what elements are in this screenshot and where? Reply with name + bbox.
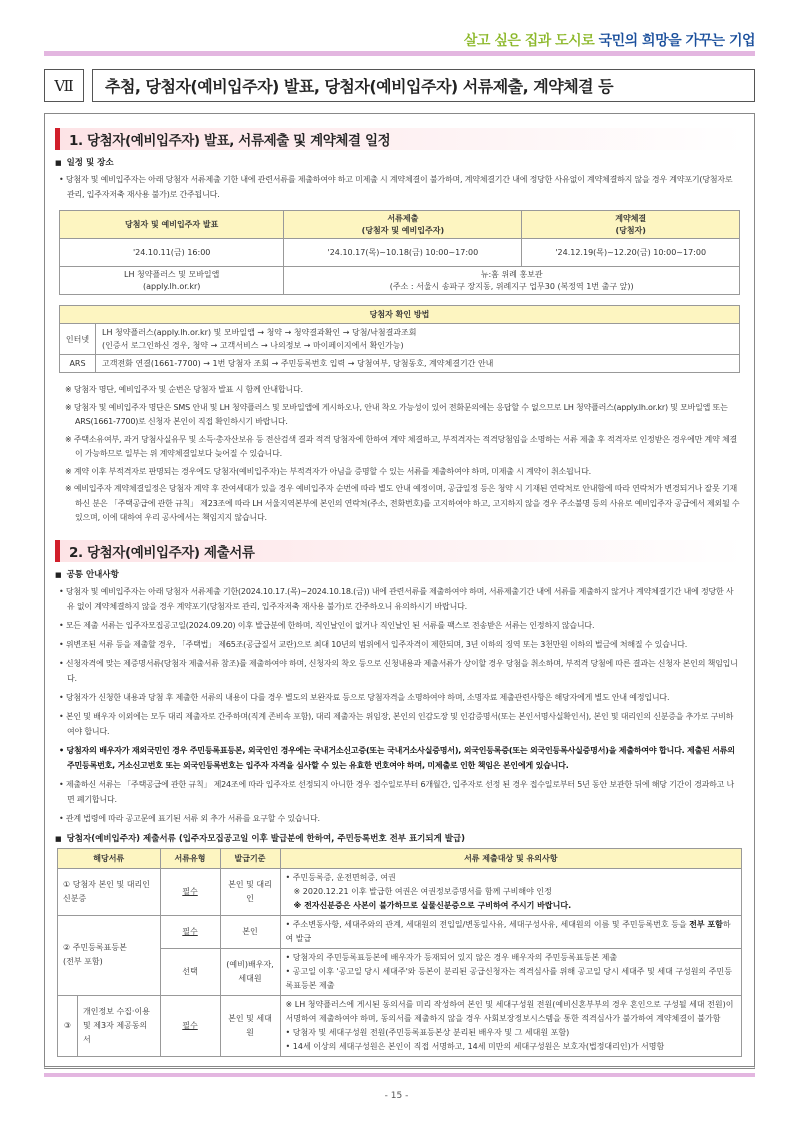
schedule-header-docs: 서류제출 (당첨자 및 예비입주자)	[284, 211, 522, 239]
docs-header-type: 서류유형	[160, 848, 220, 868]
slogan-part1: 살고 싶은 집과 도시로	[463, 33, 595, 49]
doc-privacy-consent: 개인정보 수집·이용 및 제3자 제공동의서	[78, 995, 161, 1056]
doc-resident-register: ② 주민등록표등본 (전부 포함)	[58, 915, 161, 995]
top-divider-bar	[44, 51, 755, 56]
square-bullet-icon: ■	[55, 159, 62, 167]
schedule-place-office: 뉴:홈 위례 홍보관 (주소 : 서울시 송파구 장지동, 위례지구 업무30 (복정역 1번 출구 앞))	[284, 267, 740, 295]
note-item: ※ 당첨자 명단, 예비입주자 및 순번은 당첨자 발표 시 함께 안내합니다.	[65, 385, 303, 394]
note-item: ※ 계약 이후 부적격자로 판명되는 경우에도 당첨자(예비입주자)는 부적격자가 아님을 증명할 수 있는 서류를 제출하여야 하며, 미제출 시 계약이 취소됩니다.	[65, 466, 591, 476]
chapter-header	[44, 69, 755, 102]
docs-header-basis: 발급기준	[220, 848, 280, 868]
note-item: ※ 주택소유여부, 과거 당첨사실유무 및 소득·총자산보유 등 전산검색 결과 적격 당첨자에 한하여 계약 체결하고, 부적격자는 적격당첨임을 소명하는 서류 제출 후 적격자로 인정받은 경우에만 계약 체결이 가능하므로 일부는 위 계약체결일보다 늦어질 수 있습니다.	[65, 434, 737, 458]
doc-type: 선택	[160, 948, 220, 995]
doc-notes: ※ LH 청약플러스에 게시된 동의서를 미리 작성하여 본인 및 세대구성원 전원(예비신혼부부의 경우 혼인으로 구성될 세대 전원)이 서명하여 제출하여야 하며, 동의서를 제출하지 않을 경우 사회보장정보시스템을 통한 적격심사가 불가하여 계약체결이 불가함 • 당첨자 및 세대구성원 전원(주민등록표등본상 분리된 배우자 및 그 세대원 포함) • 14세 이상의 세대구성원은 본인이 직접 서명하고, 14세 미만의 세대구성원은 보호자(법정대리인)가 서명함	[280, 995, 741, 1056]
content-frame	[44, 113, 755, 1069]
chapter-number: Ⅶ	[44, 69, 84, 102]
schedule-table	[59, 210, 740, 295]
square-bullet-icon: ■	[55, 834, 62, 843]
required-docs-table	[57, 848, 742, 1057]
square-bullet-icon: ■	[55, 570, 62, 579]
winner-check-header: 당첨자 확인 방법	[60, 306, 740, 324]
bullet-item: • 위변조된 서류 등을 제출할 경우, 「주택법」 제65조(공급질서 교란)으로 최대 10년의 범위에서 입주자격이 제한되며, 3년 이하의 징역 또는 3천만원 이하의 벌금에 처해질 수 있습니다.	[59, 639, 688, 649]
check-method-ars: 고객전화 연결(1661-7700) → 1번 당첨자 조회 → 주민등록번호 입력 → 당첨여부, 당첨동호, 계약체결기간 안내	[96, 355, 740, 373]
doc-basis: 본인 및 세대원	[220, 995, 280, 1056]
bullet-item: • 본인 및 배우자 이외에는 모두 대리 제출자로 간주하며(직계 존비속 포함), 대리 제출자는 위임장, 본인의 인감도장 및 인감증명서(또는 본인서명사실확인서), 본인 및 대리인의 신분증을 추가로 구비하여야 합니다.	[59, 711, 734, 736]
doc-basis: 본인	[220, 915, 280, 948]
schedule-place-online: LH 청약플러스 및 모바일앱 (apply.lh.or.kr)	[60, 267, 284, 295]
bullet-item: • 당첨자 및 예비입주자는 아래 당첨자 서류제출 기한(2024.10.17.(목)~2024.10.18.(금)) 내에 관련서류를 제출하여야 하며, 서류제출기간 내에 서류를 제출하지 않거나 계약체결기간 내에 정당한 사유 없이 계약체결하지 않을 경우 계약포기(당첨자로 관리, 입주자저축 재사용 불가)로 간주하오니 유의하시기 바랍니다.	[59, 586, 734, 611]
winner-check-table	[59, 305, 740, 373]
doc-type: 필수	[160, 995, 220, 1056]
doc-notes: • 주민등록증, 운전면허증, 여권 ※ 2020.12.21 이후 발급한 여권은 여권정보증명서를 함께 구비해야 인정 ※ 전자신분증은 사본이 불가하므로 실물신분증으로 구비하여 주시기 바랍니다.	[280, 868, 741, 915]
doc-basis: 본인 및 대리인	[220, 868, 280, 915]
chapter-title: 추첨, 당첨자(예비입주자) 발표, 당첨자(예비입주자) 서류제출, 계약체결 등	[92, 69, 755, 102]
doc-notes: • 당첨자의 주민등록표등본에 배우자가 등재되어 있지 않은 경우 배우자의 주민등록표등본 제출 • 공고일 이후 '공고일 당시 세대주'와 등본이 분리된 공급신청자는 적격심사를 위해 공고일 당시 세대주 및 세대 구성원의 주민등록표등본 제출	[280, 948, 741, 995]
bullet-item: • 당첨자가 신청한 내용과 당첨 후 제출한 서류의 내용이 다를 경우 별도의 보완자료 등으로 당첨자격을 소명하여야 하며, 소명자료 제출관련사항은 해당자에게 별도 안내 예정입니다.	[59, 692, 670, 702]
doc-notes: • 주소변동사항, 세대주와의 관계, 세대원의 전입일/변동일사유, 세대구성사유, 세대원의 이름 및 주민등록번호 등을 전부 포함하여 발급	[280, 915, 741, 948]
page-number: - 15 -	[384, 1091, 409, 1101]
section1-subheading: ■ 일정 및 장소	[55, 158, 114, 168]
slogan-part2: 국민의 희망을 가꾸는 기업	[598, 33, 755, 49]
doc-type: 필수	[160, 868, 220, 915]
bullet-item: • 모든 제출 서류는 입주자모집공고일(2024.09.20) 이후 발급분에 한하며, 직인날인이 없거나 직인날인 된 서류를 팩스로 전송받은 서류는 인정하지 않습니다.	[59, 620, 595, 630]
bullet-item: • 신청자격에 맞는 제증명서류(당첨자 제출서류 참조)를 제출하여야 하며, 신청자의 착오 등으로 신청내용과 제출서류가 상이할 경우 당첨을 취소하며, 부적격 당첨에 따른 결과는 신청자 본인의 책임입니다.	[59, 658, 738, 683]
schedule-header-announce: 당첨자 및 예비입주자 발표	[60, 211, 284, 239]
section1-heading: 1. 당첨자(예비입주자) 발표, 서류제출 및 계약체결 일정	[55, 128, 744, 150]
section2-heading: 2. 당첨자(예비입주자) 제출서류	[55, 540, 744, 562]
docs-table-title: ■ 당첨자(예비입주자) 제출서류 (입주자모집공고일 이후 발급분에 한하여, 주민등록번호 전부 표기되게 발급)	[55, 833, 466, 844]
doc-type: 필수	[160, 915, 220, 948]
schedule-date-contract: '24.12.19(목)~12.20(금) 10:00~17:00	[522, 239, 740, 267]
docs-header-notes: 서류 제출대상 및 유의사항	[280, 848, 741, 868]
doc-id-card: ① 당첨자 본인 및 대리인 신분증	[58, 868, 161, 915]
schedule-date-docs: '24.10.17(목)~10.18(금) 10:00~17:00	[284, 239, 522, 267]
section2-subheading: ■ 공통 안내사항	[55, 569, 119, 580]
note-item: ※ 예비입주자 계약체결일정은 당첨자 계약 후 잔여세대가 있을 경우 예비입주자 순번에 따라 별도 안내 예정이며, 공급일정 등은 청약 시 기재된 연락처로 안내함에 따라 연락처가 변경되거나 잘못 기재하신 분은 「주택공급에 관한 규칙」 제23조에 따라 LH 서울지역본부에 본인의 연락처(주소, 전화번호)를 고지하여야 하고, 고지하지 않을 경우 주소불명 등의 사유로 예비입주자 공급에서 제외될 수 있으며, 이에 대하여 우리 공사에서는 책임지지 않습니다.	[65, 484, 740, 522]
docs-header-doc: 해당서류	[58, 848, 161, 868]
bottom-divider-bar	[44, 1073, 755, 1077]
doc-number: ③	[58, 995, 78, 1056]
bullet-item: • 관계 법령에 따라 공고문에 표기된 서류 외 추가 서류를 요구할 수 있습니다.	[59, 813, 320, 823]
schedule-date-announce: '24.10.11(금) 16:00	[60, 239, 284, 267]
check-method-label: 인터넷	[60, 324, 96, 355]
schedule-header-contract: 계약체결 (당첨자)	[522, 211, 740, 239]
section1-intro: • 당첨자 및 예비입주자는 아래 당첨자 서류제출 기한 내에 관련서류를 제출하여야 하고 미제출 시 계약체결이 불가하며, 계약체결기간 내에 정당한 사유없이 계약체결하지 않을 경우 계약포기(당첨자로 관리, 입주자저축 재사용 불가)로 간주됩니다.	[59, 175, 733, 199]
bullet-item: • 제출하신 서류는 「주택공급에 관한 규칙」 제24조에 따라 입주자로 선정되지 아니한 경우 접수일로부터 6개월간, 입주자로 선정 된 경우 접수일로부터 5년 동안 보관한 뒤에 해당 기간이 경과하고 나면 폐기합니다.	[59, 779, 735, 804]
slogan	[464, 30, 755, 50]
check-method-internet: LH 청약플러스(apply.lh.or.kr) 및 모바일앱 → 청약 → 청약결과확인 → 당첨/낙첨결과조회 (인증서 로그인하신 경우, 청약 → 고객서비스 → 나의정보 → 마이페이지에서 확인가능)	[96, 324, 740, 355]
doc-basis: (예비)배우자, 세대원	[220, 948, 280, 995]
bullet-item-bold: • 당첨자의 배우자가 재외국민인 경우 주민등록표등본, 외국인인 경우에는 국내거소신고증(또는 국내거소사실증명서), 외국인등록증(또는 외국인등록사실증명서)을 제출하여야 합니다. 제출된 서류의 주민등록번호, 거소신고번호 또는 외국인등록번호는 입주자 자격을 심사할 수 있는 유효한 번호여야 하며, 미제출로 인한 책임은 본인에게 있습니다.	[59, 745, 735, 770]
check-method-label: ARS	[60, 355, 96, 373]
note-item: ※ 당첨자 및 예비입주자 명단은 SMS 안내 및 LH 청약플러스 및 모바일앱에 게시하오나, 안내 착오 가능성이 있어 전화문의에는 응답할 수 없으므로 LH 청약플러스(apply.lh.or.kr) 및 모바일앱 또는 ARS(1661-7700)로 신청자 본인이 직접 확인하시기 바랍니다.	[65, 402, 728, 426]
